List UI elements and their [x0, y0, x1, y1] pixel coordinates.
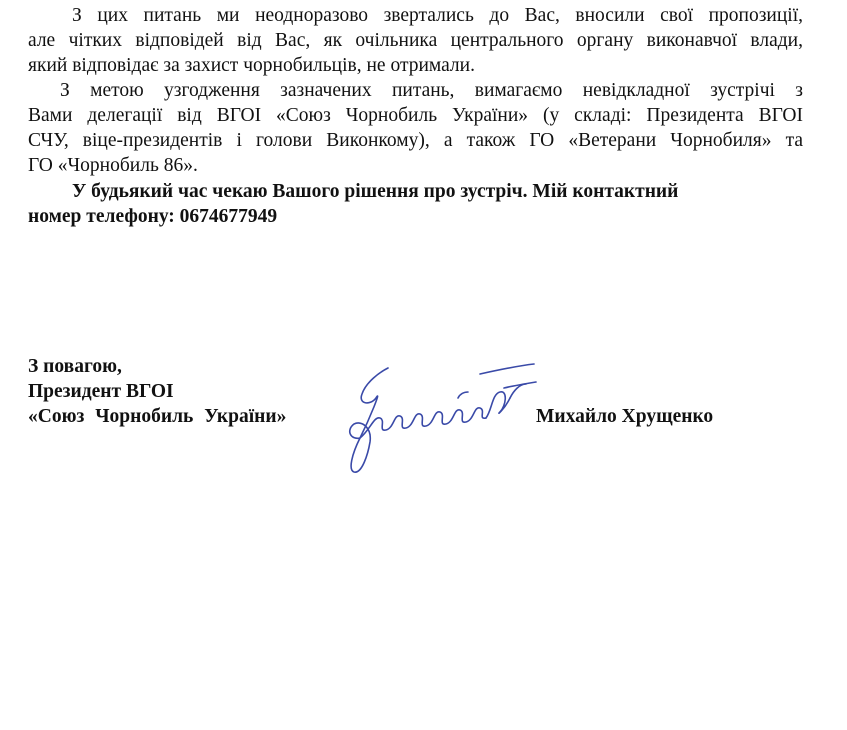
- paragraph-line: З цих питань ми неодноразово звертались до Вас, вносили свої пропозиції,: [72, 5, 803, 26]
- paragraph-line: але чітких відповідей від Вас, як очільника центрального органу виконавчої влади,: [28, 30, 803, 51]
- paragraph-line: Вами делегації від ВГОІ «Союз Чорнобиль України» (у складі: Президента ВГОІ: [28, 105, 803, 126]
- signer-position: Президент ВГОІ: [28, 381, 174, 402]
- paragraph-line: ГО «Чорнобиль 86».: [28, 155, 198, 176]
- closing-salutation: З повагою,: [28, 356, 122, 377]
- paragraph-line: СЧУ, віце-президентів і голови Виконкому), а також ГО «Ветерани Чорнобиля» та: [28, 130, 803, 151]
- paragraph-meeting-demand: [28, 78, 803, 178]
- paragraph-line: У будьякий час чекаю Вашого рішення про зустріч. Мій контактний: [72, 181, 679, 202]
- closing-block: [28, 354, 286, 429]
- paragraph-response-request: [28, 3, 803, 78]
- paragraph-line: який відповідає за захист чорнобильців, не отримали.: [28, 55, 475, 76]
- paragraph-line: номер телефону: 0674677949: [28, 206, 278, 227]
- paragraph-line: З метою узгодження зазначених питань, вимагаємо невідкладної зустрічі з: [60, 80, 803, 101]
- paragraph-contact: [28, 179, 803, 229]
- signer-organization: «Союз Чорнобиль України»: [28, 406, 287, 427]
- handwritten-signature: [340, 358, 540, 478]
- signer-name: Михайло Хрущенко: [536, 406, 714, 427]
